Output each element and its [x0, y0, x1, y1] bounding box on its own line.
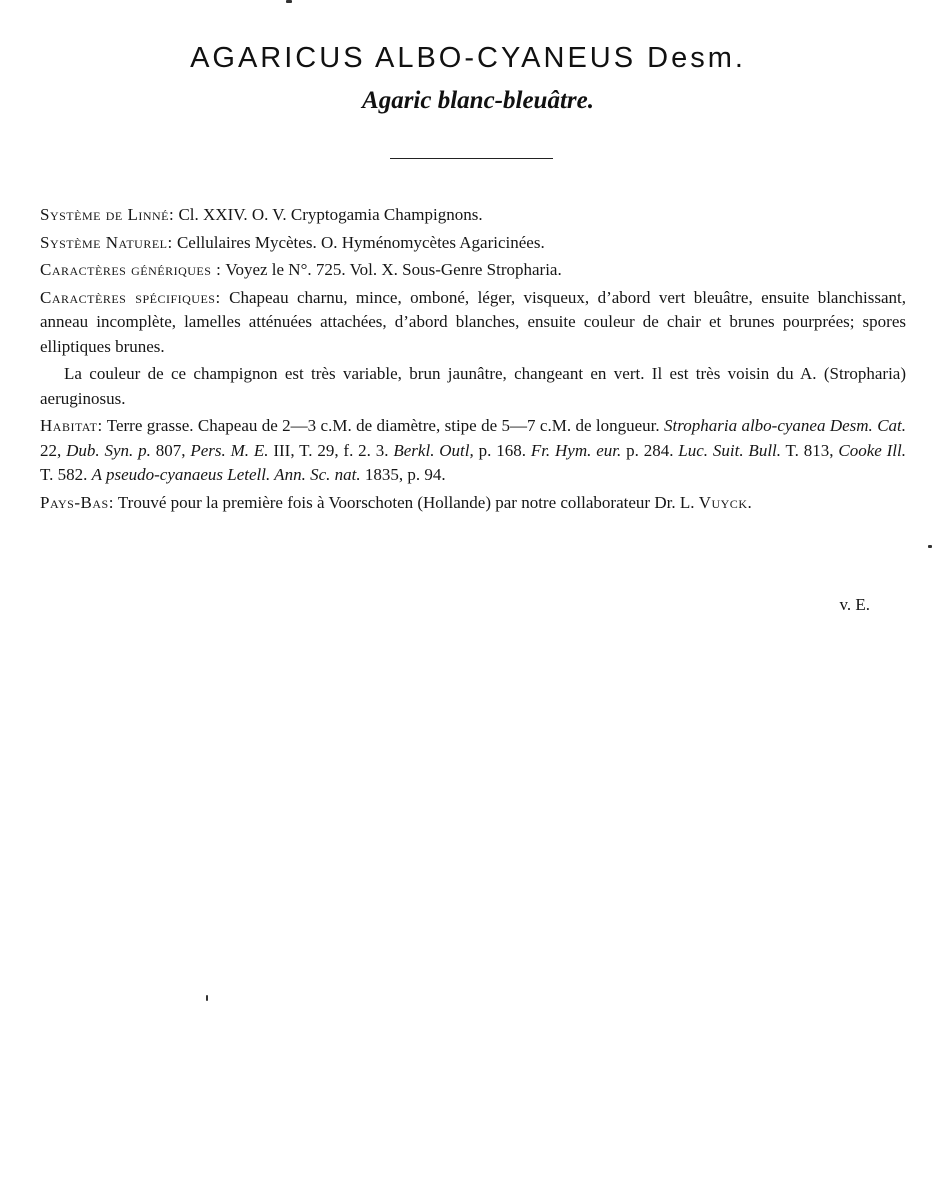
reference-source: A pseudo-cyanaeus Letell. Ann. Sc. nat. [91, 465, 361, 484]
caracteres-specifiques-label: Caractères spécifiques: [40, 287, 221, 307]
reference-detail: p. 168. [473, 440, 531, 460]
systeme-linne-paragraph [40, 203, 906, 228]
reference-source: Berkl. Outl, [393, 440, 474, 460]
pays-bas-label: Pays-Bas: [40, 492, 114, 512]
reference-detail: III, T. 29, f. 2. 3. [268, 440, 394, 460]
scan-speck [286, 0, 292, 3]
collaborator-name: Vuyck. [698, 492, 753, 512]
reference-detail: T. 582. [40, 465, 92, 484]
description-body [40, 203, 906, 518]
pays-bas-text: Trouvé pour la première fois à Voorschoten (Hollande) par notre collaborateur Dr. L. [117, 492, 695, 512]
title-divider [390, 158, 553, 159]
scan-speck [206, 995, 208, 1001]
systeme-linne-label: Système de Linné: [40, 205, 175, 224]
common-name-subtitle: Agaric blanc-bleuâtre. [362, 87, 594, 114]
caracteres-specifiques-text: Chapeau charnu, mince, omboné, léger, visqueux, d’abord vert bleuâtre, ensuite blanchissant, anneau incomplète, lamelles atténuées attachées, d’abord blanches, ensuite couleur de chair et brunes pourprées; spores elliptiques brunes. [40, 287, 906, 356]
species-title: AGARICUS ALBO-CYANEUS Desm. [190, 42, 746, 74]
systeme-naturel-label: Système Naturel: [40, 232, 173, 252]
systeme-naturel-text: Cellulaires Mycètes. O. Hyménomycètes Agaricinées. [176, 232, 545, 252]
pays-bas-paragraph [40, 491, 906, 516]
reference-source: Fr. Hym. eur. [530, 440, 622, 460]
caracteres-specifiques-paragraph [40, 286, 906, 360]
reference-source: Stropharia albo-cyanea Desm. Cat. [664, 416, 907, 435]
reference-detail: T. 813, [781, 440, 839, 460]
caracteres-generiques-label: Caractères génériques : [40, 260, 222, 279]
habitat-paragraph [40, 414, 906, 488]
reference-source: Luc. Suit. Bull. [678, 440, 782, 460]
reference-source: Pers. M. E. [190, 440, 269, 460]
scan-speck [928, 545, 932, 548]
habitat-label: Habitat: [40, 416, 103, 435]
reference-source: Dub. Syn. p. [66, 440, 151, 460]
caracteres-generiques-paragraph [40, 258, 906, 283]
reference-detail: 22, [40, 440, 67, 460]
reference-detail: 1835, p. 94. [360, 465, 446, 484]
reference-detail: p. 284. [621, 440, 679, 460]
systeme-linne-text: Cl. XXIV. O. V. Cryptogamia Champignons. [178, 205, 483, 224]
habitat-text: Terre grasse. Chapeau de 2—3 c.M. de diamètre, stipe de 5—7 c.M. de longueur. [106, 416, 660, 435]
couleur-paragraph: La couleur de ce champignon est très variable, brun jaunâtre, changeant en vert. Il est très voisin du A. (Stropharia) aeruginosus. [40, 364, 906, 408]
author-signature: v. E. [839, 595, 870, 614]
reference-detail: 807, [150, 440, 191, 460]
reference-source: Cooke Ill. [838, 440, 907, 460]
systeme-naturel-paragraph [40, 231, 906, 256]
caracteres-generiques-text: Voyez le N°. 725. Vol. X. Sous-Genre Stropharia. [225, 260, 562, 279]
